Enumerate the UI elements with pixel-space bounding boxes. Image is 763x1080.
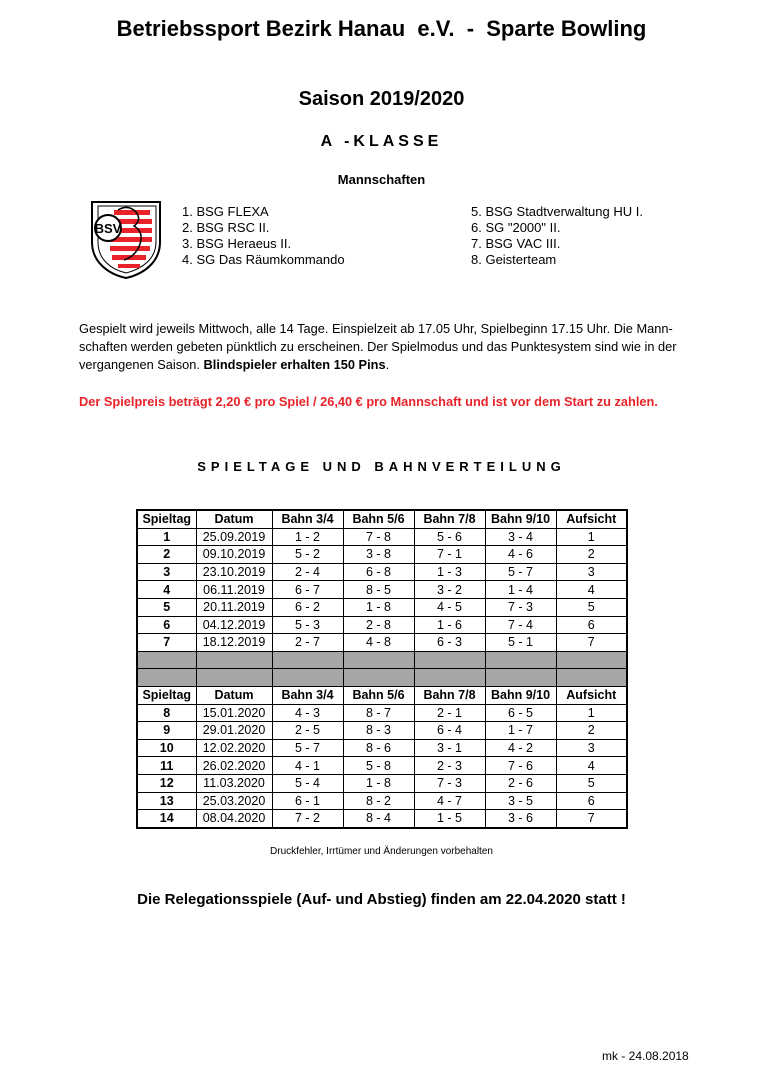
lane-pairing-cell: 7 - 8: [343, 528, 414, 546]
matchday-cell: 11: [137, 757, 196, 775]
supervisor-cell: 5: [556, 774, 627, 792]
lane-pairing-cell: 2 - 6: [485, 774, 556, 792]
empty-cell: [343, 669, 414, 687]
info-text: Gespielt wird jeweils Mittwoch, alle 14 Tage. Einspielzeit ab 17.05 Uhr, Spielbeginn 17.15 Uhr. Die Mann-schaften werden gebeten pünktlich zu erscheinen. Der Spielmodus und das Punktesystem sind wie in der vergangenen Saison.: [79, 321, 677, 372]
supervisor-cell: 3: [556, 563, 627, 581]
lane-pairing-cell: 1 - 5: [414, 810, 485, 828]
date-cell: 23.10.2019: [196, 563, 272, 581]
column-header: Bahn 7/8: [414, 510, 485, 528]
column-header: Datum: [196, 686, 272, 704]
table-row: [137, 757, 627, 775]
matchday-cell: 7: [137, 634, 196, 652]
column-header: Bahn 5/6: [343, 510, 414, 528]
table-row: [137, 581, 627, 599]
column-header: Bahn 9/10: [485, 686, 556, 704]
info-bold-text: Blindspieler erhalten 150 Pins: [203, 357, 386, 372]
lane-pairing-cell: 3 - 4: [485, 528, 556, 546]
lane-pairing-cell: 5 - 1: [485, 634, 556, 652]
lane-pairing-cell: 8 - 4: [343, 810, 414, 828]
lane-pairing-cell: 1 - 8: [343, 598, 414, 616]
supervisor-cell: 6: [556, 616, 627, 634]
date-cell: 12.02.2020: [196, 739, 272, 757]
lane-pairing-cell: 4 - 5: [414, 598, 485, 616]
lane-pairing-cell: 5 - 6: [414, 528, 485, 546]
column-header: Bahn 7/8: [414, 686, 485, 704]
lane-pairing-cell: 3 - 8: [343, 546, 414, 564]
schedule-heading: SPIELTAGE UND BAHNVERTEILUNG: [197, 459, 566, 474]
empty-cell: [137, 669, 196, 687]
relegation-notice: Die Relegationsspiele (Auf- und Abstieg) finden am 22.04.2020 statt !: [137, 891, 626, 908]
lane-pairing-cell: 8 - 6: [343, 739, 414, 757]
date-cell: 26.02.2020: [196, 757, 272, 775]
lane-pairing-cell: 7 - 3: [414, 774, 485, 792]
date-cell: 11.03.2020: [196, 774, 272, 792]
disclaimer: Druckfehler, Irrtümer und Änderungen vorbehalten: [270, 846, 493, 857]
matchday-cell: 4: [137, 581, 196, 599]
supervisor-cell: 6: [556, 792, 627, 810]
team-item: 5. BSG Stadtverwaltung HU I.: [471, 204, 643, 219]
lane-pairing-cell: 6 - 2: [272, 598, 343, 616]
matchday-cell: 5: [137, 598, 196, 616]
team-item: 2. BSG RSC II.: [182, 220, 270, 235]
lane-pairing-cell: 1 - 3: [414, 563, 485, 581]
bsv-logo-icon: [88, 198, 164, 280]
team-item: 8. Geisterteam: [471, 252, 557, 267]
lane-pairing-cell: 6 - 4: [414, 722, 485, 740]
date-cell: 29.01.2020: [196, 722, 272, 740]
matchday-cell: 6: [137, 616, 196, 634]
lane-pairing-cell: 4 - 2: [485, 739, 556, 757]
table-row: [137, 704, 627, 722]
empty-cell: [196, 669, 272, 687]
lane-pairing-cell: 3 - 5: [485, 792, 556, 810]
lane-pairing-cell: 5 - 2: [272, 546, 343, 564]
supervisor-cell: 4: [556, 757, 627, 775]
info-end: .: [385, 357, 390, 372]
supervisor-cell: 3: [556, 739, 627, 757]
league-title: A -KLASSE: [320, 133, 443, 150]
table-row: [137, 563, 627, 581]
footer-note: mk - 24.08.2018: [602, 1049, 689, 1063]
lane-pairing-cell: 4 - 3: [272, 704, 343, 722]
lane-pairing-cell: 1 - 7: [485, 722, 556, 740]
lane-pairing-cell: 1 - 2: [272, 528, 343, 546]
date-cell: 25.03.2020: [196, 792, 272, 810]
empty-cell: [414, 669, 485, 687]
column-header: Spieltag: [137, 686, 196, 704]
teams-list-left: [182, 204, 345, 268]
supervisor-cell: 2: [556, 722, 627, 740]
lane-pairing-cell: 2 - 5: [272, 722, 343, 740]
lane-pairing-cell: 7 - 1: [414, 546, 485, 564]
table-row: [137, 792, 627, 810]
lane-pairing-cell: 2 - 7: [272, 634, 343, 652]
lane-pairing-cell: 2 - 8: [343, 616, 414, 634]
empty-cell: [272, 669, 343, 687]
lane-pairing-cell: 2 - 3: [414, 757, 485, 775]
matchday-cell: 14: [137, 810, 196, 828]
date-cell: 18.12.2019: [196, 634, 272, 652]
lane-pairing-cell: 4 - 8: [343, 634, 414, 652]
lane-pairing-cell: 5 - 7: [485, 563, 556, 581]
lane-pairing-cell: 4 - 1: [272, 757, 343, 775]
lane-pairing-cell: 3 - 1: [414, 739, 485, 757]
lane-pairing-cell: 5 - 3: [272, 616, 343, 634]
winter-break-row: [137, 669, 627, 687]
empty-cell: [414, 651, 485, 669]
teams-heading: Mannschaften: [337, 172, 426, 187]
lane-pairing-cell: 6 - 7: [272, 581, 343, 599]
lane-pairing-cell: 2 - 4: [272, 563, 343, 581]
empty-cell: [556, 669, 627, 687]
team-item: 4. SG Das Räumkommando: [182, 252, 345, 267]
empty-cell: [485, 669, 556, 687]
empty-cell: [556, 651, 627, 669]
matchday-cell: 8: [137, 704, 196, 722]
schedule-header-row: [137, 510, 627, 528]
lane-pairing-cell: 8 - 2: [343, 792, 414, 810]
matchday-cell: 12: [137, 774, 196, 792]
lane-pairing-cell: 1 - 4: [485, 581, 556, 599]
date-cell: 20.11.2019: [196, 598, 272, 616]
column-header: Bahn 9/10: [485, 510, 556, 528]
column-header: Bahn 5/6: [343, 686, 414, 704]
teams-list-right: [471, 204, 643, 268]
lane-pairing-cell: 5 - 7: [272, 739, 343, 757]
supervisor-cell: 5: [556, 598, 627, 616]
lane-pairing-cell: 7 - 3: [485, 598, 556, 616]
lane-pairing-cell: 5 - 4: [272, 774, 343, 792]
column-header: Aufsicht: [556, 510, 627, 528]
supervisor-cell: 7: [556, 810, 627, 828]
column-header: Datum: [196, 510, 272, 528]
date-cell: 15.01.2020: [196, 704, 272, 722]
empty-cell: [343, 651, 414, 669]
table-row: [137, 739, 627, 757]
empty-cell: [137, 651, 196, 669]
date-cell: 09.10.2019: [196, 546, 272, 564]
schedule-header-row: [137, 686, 627, 704]
empty-cell: [485, 651, 556, 669]
lane-pairing-cell: 7 - 4: [485, 616, 556, 634]
supervisor-cell: 1: [556, 704, 627, 722]
date-cell: 06.11.2019: [196, 581, 272, 599]
supervisor-cell: 7: [556, 634, 627, 652]
lane-pairing-cell: 6 - 5: [485, 704, 556, 722]
lane-pairing-cell: 7 - 2: [272, 810, 343, 828]
lane-pairing-cell: 6 - 8: [343, 563, 414, 581]
column-header: Bahn 3/4: [272, 686, 343, 704]
lane-pairing-cell: 8 - 3: [343, 722, 414, 740]
lane-pairing-cell: 1 - 8: [343, 774, 414, 792]
lane-pairing-cell: 8 - 7: [343, 704, 414, 722]
winter-break-row: [137, 651, 627, 669]
supervisor-cell: 2: [556, 546, 627, 564]
table-row: [137, 810, 627, 828]
table-row: [137, 774, 627, 792]
lane-pairing-cell: 5 - 8: [343, 757, 414, 775]
lane-pairing-cell: 4 - 7: [414, 792, 485, 810]
matchday-cell: 3: [137, 563, 196, 581]
team-item: 3. BSG Heraeus II.: [182, 236, 292, 251]
column-header: Aufsicht: [556, 686, 627, 704]
matchday-cell: 13: [137, 792, 196, 810]
lane-pairing-cell: 2 - 1: [414, 704, 485, 722]
lane-pairing-cell: 4 - 6: [485, 546, 556, 564]
lane-pairing-cell: 6 - 1: [272, 792, 343, 810]
column-header: Bahn 3/4: [272, 510, 343, 528]
lane-pairing-cell: 3 - 6: [485, 810, 556, 828]
matchday-cell: 2: [137, 546, 196, 564]
table-row: [137, 546, 627, 564]
schedule-table: [136, 509, 628, 829]
lane-pairing-cell: 8 - 5: [343, 581, 414, 599]
lane-pairing-cell: 1 - 6: [414, 616, 485, 634]
table-row: [137, 722, 627, 740]
table-row: [137, 616, 627, 634]
matchday-cell: 9: [137, 722, 196, 740]
supervisor-cell: 1: [556, 528, 627, 546]
table-row: [137, 528, 627, 546]
matchday-cell: 1: [137, 528, 196, 546]
lane-pairing-cell: 7 - 6: [485, 757, 556, 775]
info-paragraph: [79, 320, 689, 374]
supervisor-cell: 4: [556, 581, 627, 599]
table-row: [137, 598, 627, 616]
empty-cell: [272, 651, 343, 669]
document-title: Betriebssport Bezirk Hanau e.V. - Sparte Bowling: [116, 16, 647, 41]
table-row: [137, 634, 627, 652]
date-cell: 25.09.2019: [196, 528, 272, 546]
price-notice: Der Spielpreis beträgt 2,20 € pro Spiel / 26,40 € pro Mannschaft und ist vor dem Start zu zahlen.: [79, 394, 658, 409]
team-item: 1. BSG FLEXA: [182, 204, 269, 219]
team-item: 7. BSG VAC III.: [471, 236, 561, 251]
empty-cell: [196, 651, 272, 669]
column-header: Spieltag: [137, 510, 196, 528]
lane-pairing-cell: 6 - 3: [414, 634, 485, 652]
matchday-cell: 10: [137, 739, 196, 757]
date-cell: 08.04.2020: [196, 810, 272, 828]
date-cell: 04.12.2019: [196, 616, 272, 634]
season-title: Saison 2019/2020: [298, 88, 465, 110]
logo-letters: BSV: [94, 221, 122, 236]
lane-pairing-cell: 3 - 2: [414, 581, 485, 599]
team-item: 6. SG "2000" II.: [471, 220, 561, 235]
